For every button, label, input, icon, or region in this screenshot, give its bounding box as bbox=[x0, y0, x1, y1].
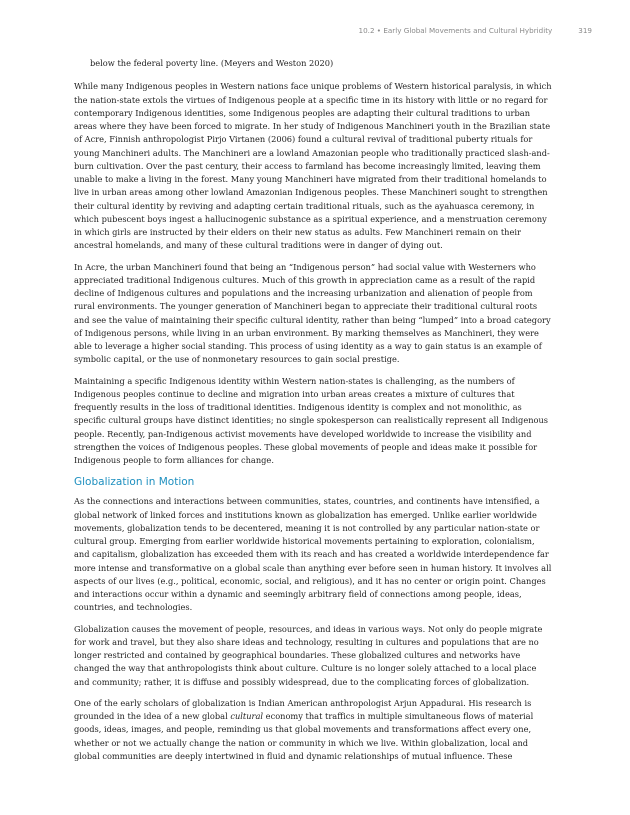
section-title: 10.2 • Early Global Movements and Cultural Hybridity bbox=[358, 26, 553, 35]
section-heading: Globalization in Motion bbox=[74, 476, 195, 489]
page-number: 319 bbox=[578, 26, 592, 35]
paragraph: As the connections and interactions between communities, states, countries, and continents have intensified, a global network of linked forces and institutions known as globalization has emerged. Unlike earlier worldwide movements, globalization tends to be decentered, meaning it is not controlled by any particular nation-state or cultural group. Emerging from earlier worldwide historical movements pertaining to exploration, colonialism, and capitalism, globalization has exceeded them with its reach and has created a worldwide interdependence far more intense and transformative on a global scale than anything ever before seen in human history. It involves all aspects of our lives (e.g., political, economic, social, and religious), and it has no center or origin point. Changes and interactions occur within a dynamic and seemingly arbitrary field of connections among people, ideas, countries, and technologies. bbox=[74, 496, 552, 613]
paragraph bbox=[74, 697, 552, 763]
paragraph-continuation: below the federal poverty line. (Meyers and Weston 2020) bbox=[90, 58, 334, 68]
text-run: economy that traffics in multiple simultaneous flows of material goods, ideas, images, and people, reminding us that global movements and transformations affect every one, whether or not we actually change the nation or community in which we live. Within globalization, local and global communities are deeply intertwined in fluid and dynamic relationships of mutual influence. These bbox=[74, 711, 534, 761]
paragraph: While many Indigenous peoples in Western nations face unique problems of Western historical paralysis, in which the nation-state extols the virtues of Indigenous people at a specific time in its history with little or no regard for contemporary Indigenous identities, some Indigenous peoples are adapting their cultural traditions to urban areas where they have been forced to migrate. In her study of Indigenous Manchineri youth in the Brazilian state of Acre, Finnish anthropologist Pirjo Virtanen (2006) found a cultural revival of traditional puberty rituals for young Manchineri adults. The Manchineri are a lowland Amazonian people who traditionally practiced slash-and-burn cultivation. Over the past century, their access to farmland has become increasingly limited, leaving them unable to make a living in the forest. Many young Manchineri have migrated from their traditional homelands to live in urban areas among other lowland Amazonian Indigenous peoples. These Manchineri sought to strengthen their cultural identity by reviving and adapting certain traditional rituals, such as the ayahuasca ceremony, in which pubescent boys ingest a hallucinogenic substance as a spiritual experience, and a menstruation ceremony in which girls are instructed by their elders on their new status as adults. Few Manchineri remain on their ancestral homelands, and many of these cultural traditions were in danger of dying out. bbox=[74, 81, 552, 251]
emphasis: cultural bbox=[230, 711, 264, 721]
paragraph: In Acre, the urban Manchineri found that being an “Indigenous person” had social value with Westerners who appreciated traditional Indigenous cultures. Much of this growth in appreciation came as a result of the rapid decline of Indigenous cultures and populations and the increasing urbanization and alienation of people from rural environments. The younger generation of Manchineri began to appreciate their traditional cultural roots and see the value of maintaining their specific cultural identity, rather than being “lumped” into a broad category of Indigenous persons, while living in an urban environment. By marking themselves as Manchineri, they were able to leverage a higher social standing. This process of using identity as a way to gain status is an example of symbolic capital, or the use of nonmonetary resources to gain social prestige. bbox=[74, 261, 551, 365]
body-text bbox=[74, 57, 552, 771]
running-head bbox=[359, 26, 592, 35]
text-run: One of the early scholars of globalization is Indian American anthropologist Arjun Appadurai. His research is grounded in the idea of a new global bbox=[74, 697, 532, 721]
paragraph: Maintaining a specific Indigenous identity within Western nation-states is challenging, as the numbers of Indigenous peoples continue to decline and migration into urban areas creates a mixture of cultures that frequently results in the loss of traditional identities. Indigenous identity is complex and not monolithic, as specific cultural groups have distinct identities; no single spokesperson can realistically represent all Indigenous people. Recently, pan-Indigenous activist movements have developed worldwide to increase the visibility and strengthen the voices of Indigenous peoples. These global movements of people and ideas make it possible for Indigenous people to form alliances for change. bbox=[74, 375, 549, 465]
paragraph: Globalization causes the movement of people, resources, and ideas in various ways. Not only do people migrate for work and travel, but they also share ideas and technology, resulting in cultures and populations that are no longer restricted and contained by geographical boundaries. These globalized cultures and networks have changed the way that anthropologists think about culture. Culture is no longer solely attached to a local place and community; rather, it is diffuse and possibly widespread, due to the complicating forces of globalization. bbox=[74, 623, 543, 687]
